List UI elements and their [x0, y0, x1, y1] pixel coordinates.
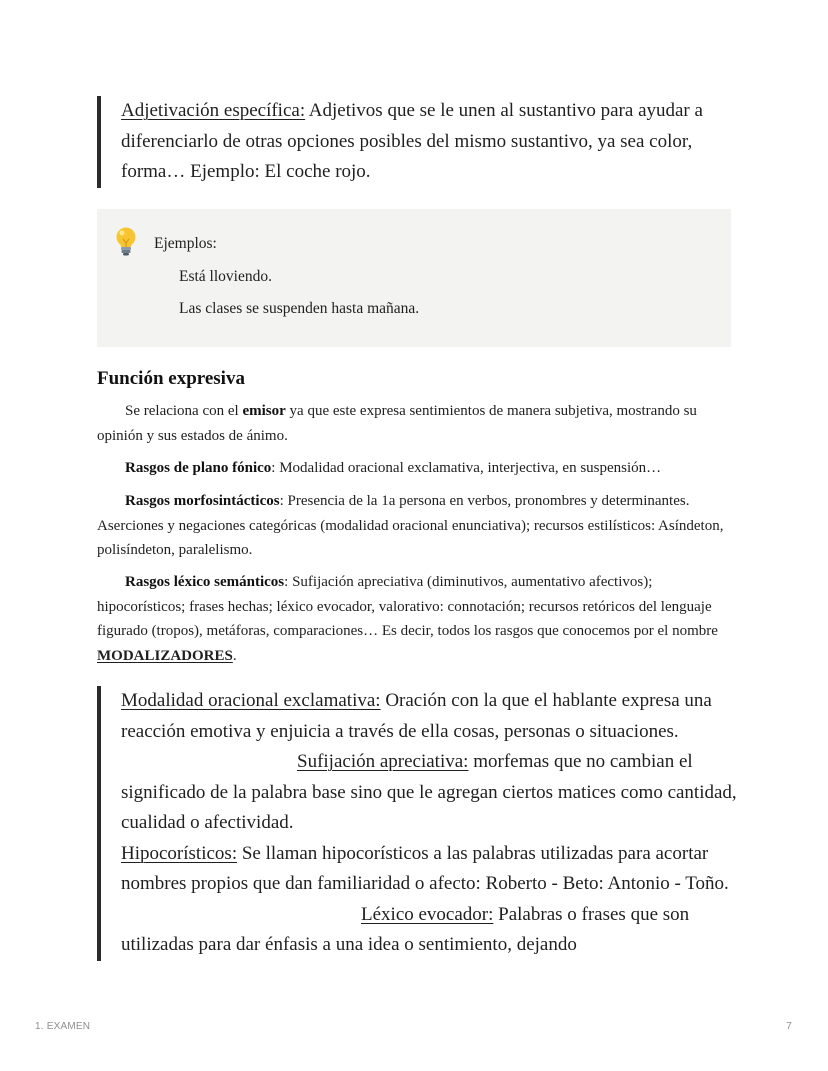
footer-section: 1. EXAMEN: [35, 1021, 91, 1032]
definition-hipocoristicos: Se llaman hipocorísticos a las palabras utilizadas para acortar nombres propios que dan familiaridad o afecto: Roberto - Beto: Antonio - Toño.: [121, 842, 729, 894]
intro-paragraph: [97, 399, 733, 448]
example-1: Está lloviendo.: [179, 268, 272, 285]
rasgos-lexico-end: .: [232, 647, 237, 664]
example-2: Las clases se suspenden hasta mañana.: [179, 300, 420, 317]
rasgos-fonico-label: Rasgos de plano fónico: [125, 460, 272, 476]
rasgos-morfo-paragraph: [97, 489, 733, 563]
rasgos-morfo-label: Rasgos morfosintácticos: [125, 493, 280, 509]
rasgos-fonico-paragraph: [97, 456, 733, 481]
rasgos-lexico-label: Rasgos léxico semánticos: [125, 574, 285, 590]
definition-sufijacion-apreciativa: morfemas que no cambian el significado de la palabra base sino que le agregan ciertos matices como cantidad, cualidad o afectividad.: [121, 751, 737, 833]
intro-keyword: emisor: [242, 403, 286, 419]
definition-modalidad-exclamativa: Oración con la que el hablante expresa una reacción emotiva y enjuicia a través de ella cosas, personas o situaciones.: [121, 690, 712, 742]
rasgos-lexico-text: : Sufijación apreciativa (diminutivos, aumentativo afectivos); hipocorísticos; frases hechas; léxico evocador, valorativo: connotación; recursos retóricos del lenguaje figurado (tropos), metáforas, comparaciones… Es decir, todos los rasgos que conocemos por el nombre: [97, 574, 718, 640]
callout-label: Ejemplos:: [154, 235, 217, 252]
term-hipocoristicos: Hipocorísticos:: [121, 842, 238, 864]
intro-text-end: ya que este expresa sentimientos de manera subjetiva, mostrando su opinión y sus estados de ánimo.: [97, 403, 697, 444]
term-modalidad-exclamativa: Modalidad oracional exclamativa:: [121, 690, 381, 711]
definition-adjetivacion: Adjetivos que se le unen al sustantivo para ayudar a diferenciarlo de otras opciones posibles del mismo sustantivo, ya sea color, forma… Ejemplo: El coche rojo.: [121, 100, 703, 182]
lightbulb-icon: [113, 226, 139, 258]
term-sufijacion-apreciativa: Sufijación apreciativa:: [297, 751, 469, 772]
definition-lexico-evocador: Palabras o frases que son utilizadas para dar énfasis a una idea o sentimiento, dejando: [121, 903, 690, 955]
rasgos-fonico-text: : Modalidad oracional exclamativa, interjectiva, en suspensión…: [271, 460, 662, 476]
examples-callout: [97, 209, 731, 347]
quote-paragraph: [121, 686, 753, 961]
quote-paragraph: [121, 96, 753, 188]
rasgos-morfo-text: : Presencia de la 1a persona en verbos, pronombres y determinantes. Aserciones y negaciones categóricas (modalidad oracional enunciativa); recursos estilísticos: Asíndeton, polisíndeton, paralelismo.: [97, 493, 724, 559]
blockquote-adjetivacion: [97, 96, 753, 188]
blockquote-definitions: [97, 686, 753, 961]
modalizadores-keyword: MODALIZADORES: [97, 647, 233, 664]
rasgos-lexico-paragraph: [97, 570, 733, 668]
footer-page-number: 7: [786, 1021, 792, 1032]
section-heading: Función expresiva: [97, 368, 245, 389]
intro-text: Se relaciona con el: [125, 403, 243, 419]
term-lexico-evocador: Léxico evocador:: [361, 903, 494, 925]
term-adjetivacion: Adjetivación específica:: [121, 100, 306, 121]
